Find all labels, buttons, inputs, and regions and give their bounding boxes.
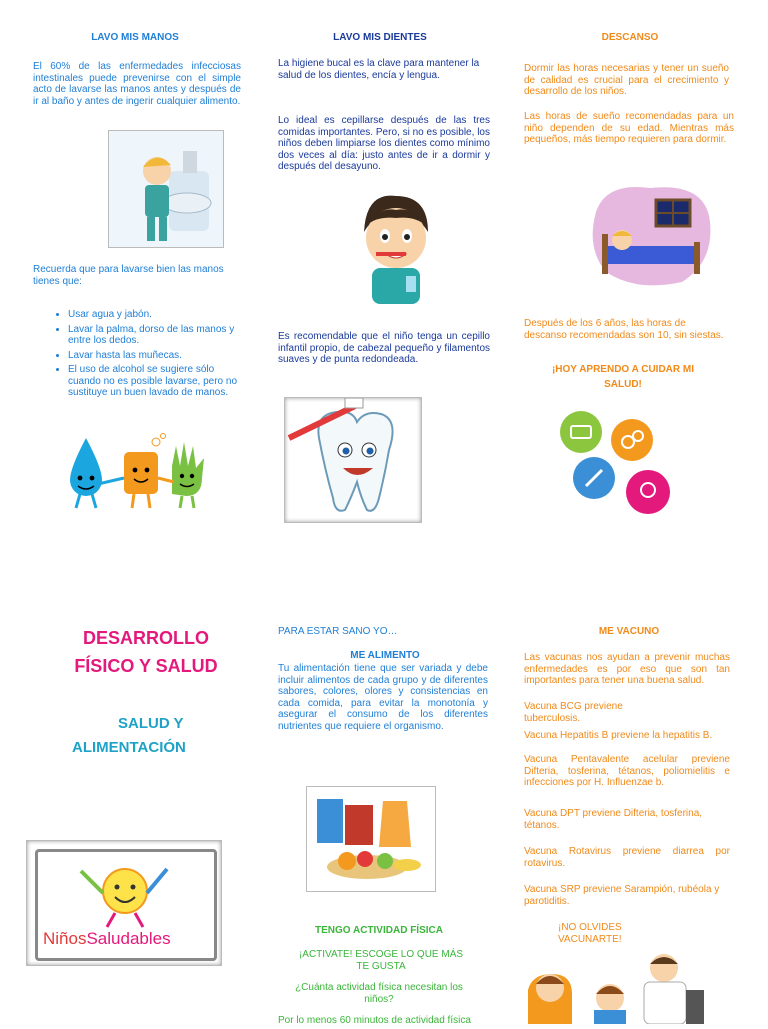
ninos-saludables-logo [26, 840, 222, 966]
col3-title: DESCANSO [601, 32, 659, 43]
doctor-children-image [528, 950, 714, 1024]
list-item: • Lavar la palma, dorso de las manos y entre los dedos. [68, 324, 246, 347]
col6-v1: Vacuna BCG previene tuberculosis. [524, 701, 623, 724]
boy-brushing-teeth-image [356, 192, 436, 312]
hand-hygiene-characters-image [56, 432, 220, 510]
col6-v2: Vacuna Hepatitis B previene la hepatitis B. [524, 730, 713, 741]
col6-v3: Vacuna Pentavalente acelular previene Difteria, tosferina, tétanos, poliomielitis e infecciones por H. Influenzae b. [524, 754, 730, 788]
col2-title: LAVO MIS DIENTES [333, 32, 427, 43]
food-groups-image [306, 786, 436, 892]
col3-p2: Las horas de sueño recomendadas para un niño dependen de su edad. Mientras más pequeños, más tiempo requieren para dormir. [524, 111, 734, 145]
col1-lead: Recuerda que para lavarse bien las manos tienes que: [33, 264, 224, 287]
health-icons-circles [556, 404, 676, 518]
list-item: • Usar agua y jabón. [68, 309, 246, 321]
col6-v6: Vacuna SRP previene Sarampión, rubéola y parotiditis. [524, 884, 720, 907]
col5-answer: Por lo menos 60 minutos de actividad física [278, 1015, 471, 1026]
col5-activate: ¡ACTIVATE! ESCOGE LO QUE MÁS TE GUSTA [298, 949, 464, 972]
col5-lead: PARA ESTAR SANO YO… [278, 626, 398, 637]
col6-v5: Vacuna Rotavirus previene diarrea por rotavirus. [524, 846, 730, 869]
col1-intro: El 60% de las enfermedades infecciosas intestinales puede prevenirse con el simple acto de lavarse las manos antes y después de ir al baño y antes de ingerir cualquier alimento. [33, 61, 241, 107]
col6-p1: Las vacunas nos ayudan a prevenir muchas enfermedades es por eso que son tan importantes para tener una buena salud. [524, 652, 730, 686]
col2-p1: La higiene bucal es la clave para mantener la salud de los dientes, encía y lengua. [278, 58, 480, 81]
col6-title: ME VACUNO [598, 626, 660, 637]
col3-p3: Después de los 6 años, las horas de descanso recomendadas son 10, sin siestas. [524, 318, 724, 341]
list-item: • Lavar hasta las muñecas. [68, 350, 246, 362]
col1-title: LAVO MIS MANOS [91, 32, 179, 43]
col5-p1: Tu alimentación tiene que ser variada y debe incluir alimentos de cada grupo y de diferentes sabores, colores, olores y consistencias en cada comida, para evitar la monotonía y asegurar el consumo de los diferentes nutrientes que requiere el organismo. [278, 663, 488, 732]
col2-p2: Lo ideal es cepillarse después de las tres comidas importantes. Pero, si no es posible, los niños deben limpiarse los dientes como mínimo dos veces al día: justo antes de ir a dormir y después del desayuno. [278, 115, 490, 172]
col6-reminder: ¡NO OLVIDES VACUNARTE! [558, 922, 622, 945]
col5-title: ME ALIMENTO [350, 650, 420, 661]
col6-v4: Vacuna DPT previene Difteria, tosferina, tétanos. [524, 808, 703, 831]
cover-subtitle: SALUD Y ALIMENTACIÓN [72, 715, 186, 756]
col3-slogan: ¡HOY APRENDO A CUIDAR MI SALUD! [551, 364, 695, 390]
col5-question: ¿Cuánta actividad física necesitan los niños? [295, 982, 463, 1005]
cartoon-tooth-image [284, 397, 422, 523]
col5-title2: TENGO ACTIVIDAD FÍSICA [315, 925, 443, 936]
cover-title: DESARROLLO FÍSICO Y SALUD [74, 628, 218, 676]
handwash-image [108, 130, 224, 248]
col2-p3: Es recomendable que el niño tenga un cepillo infantil propio, de cabezal pequeño y filamentos suaves y de punta redondeada. [278, 331, 490, 365]
list-item: • El uso de alcohol se sugiere sólo cuando no es posible lavarse, pero no sustituye un buen lavado de manos. [68, 364, 246, 399]
logo-text: NiñosSaludables [43, 929, 171, 948]
col1-bullets [32, 309, 246, 402]
child-sleeping-image [586, 182, 714, 290]
col3-p1: Dormir las horas necesarias y tener un sueño de calidad es crucial para el crecimiento y desarrollo de los niños. [524, 63, 729, 97]
